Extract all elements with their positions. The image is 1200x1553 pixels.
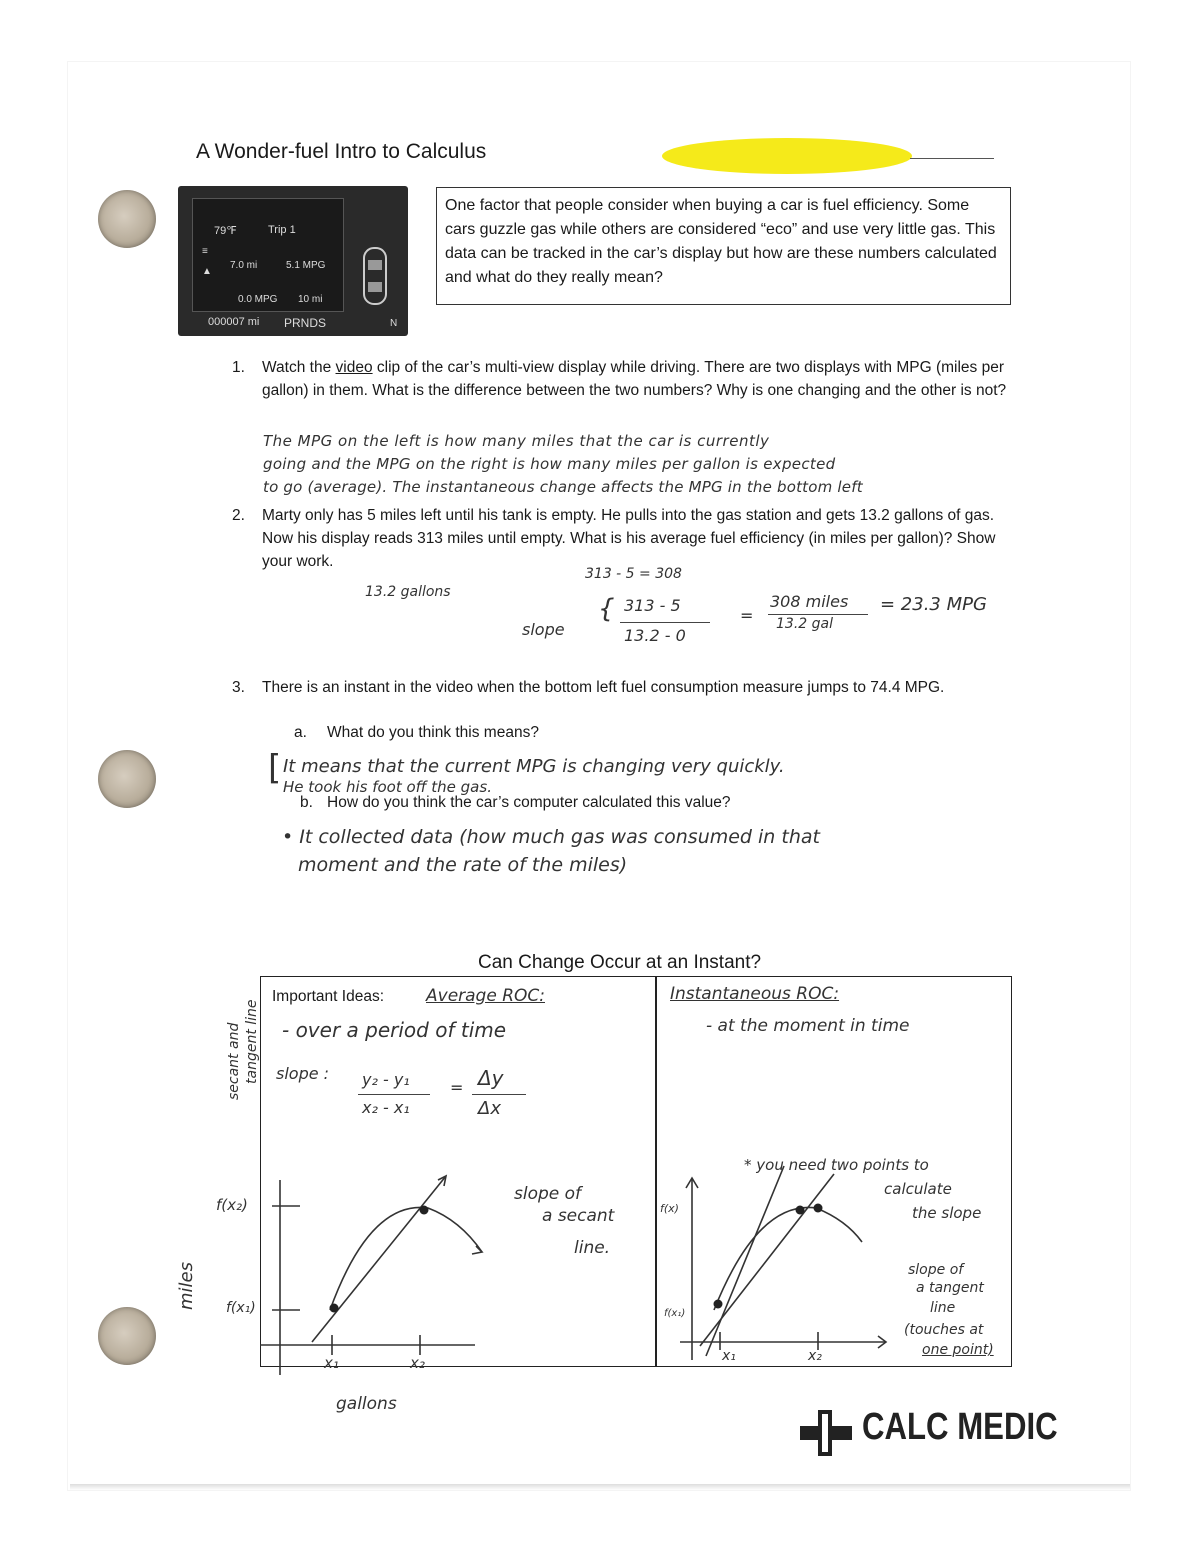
- axis-label-miles: miles: [176, 1262, 197, 1310]
- gear-readout: PRNDS: [284, 316, 327, 330]
- q1-answer-line-1: The MPG on the left is how many miles that the car is currently: [263, 432, 770, 450]
- delta-denominator: Δx: [478, 1098, 501, 1119]
- odometer-readout: 000007 mi: [208, 316, 260, 328]
- q3b-label: b.: [300, 794, 313, 811]
- gear-selected: N: [390, 318, 398, 329]
- q1-number: 1.: [232, 359, 245, 376]
- tangent-note-line-2: a tangent: [916, 1280, 984, 1296]
- mpg2-readout: 0.0 MPG: [238, 294, 278, 305]
- tangent-note-line-3: line: [930, 1300, 956, 1316]
- q2-brace: {: [598, 594, 615, 624]
- graph-x1-label: x₁: [324, 1354, 339, 1372]
- slope-denominator: x₂ - x₁: [362, 1098, 410, 1117]
- q3a-label: a.: [294, 724, 307, 741]
- q2-number: 2.: [232, 507, 245, 524]
- slope-fraction-bar: [358, 1094, 430, 1095]
- question-3: [232, 676, 1012, 699]
- page-title: A Wonder-fuel Intro to Calculus: [196, 140, 487, 163]
- video-link[interactable]: video: [335, 359, 373, 376]
- mpg1-readout: 5.1 MPG: [286, 260, 326, 271]
- q3-text: There is an instant in the video when the bottom left fuel consumption measure jumps to 74.4 MPG.: [262, 679, 945, 696]
- graph-fx2-label: f(x₂): [216, 1196, 248, 1214]
- secant-note-line-1: slope of: [514, 1184, 582, 1204]
- side-label-secant: secant and: [226, 1022, 242, 1100]
- need-note-line-2: calculate: [884, 1180, 952, 1198]
- tangent-note-line-1: slope of: [908, 1262, 964, 1278]
- q2-work-equals: =: [740, 606, 754, 625]
- right-x2-label: x₂: [808, 1348, 822, 1364]
- trip-label: Trip 1: [268, 224, 296, 236]
- tangent-note-line-4: (touches at: [904, 1322, 984, 1338]
- q3a-text: What do you think this means?: [327, 724, 539, 741]
- slope-label: slope :: [276, 1064, 330, 1083]
- dashboard-image: [178, 186, 408, 336]
- q3-number: 3.: [232, 679, 245, 696]
- dist2-readout: 10 mi: [298, 294, 323, 305]
- q3b-answer-line-1: • It collected data (how much gas was consumed in that: [282, 826, 820, 848]
- graph-x2-label: x₂: [410, 1354, 425, 1372]
- secant-note-line-2: a secant: [542, 1206, 615, 1226]
- instantaneous-roc-heading: Instantaneous ROC:: [670, 984, 840, 1004]
- q3b-text: How do you think the car’s computer calculated this value?: [327, 794, 731, 811]
- delta-numerator: Δy: [478, 1066, 504, 1090]
- question-2: [232, 504, 1012, 573]
- q2-fraction-bar: [620, 622, 710, 623]
- q1-text-end: clip of the car’s multi-view display while driving. There are two displays with MPG (miles per gallon) in them. What is the difference between the two numbers? Why is one changing and the other is not?: [262, 359, 1007, 399]
- right-fx1-label: f(x₁): [664, 1308, 686, 1319]
- q2-work-result: = 23.3 MPG: [880, 594, 987, 615]
- delta-fraction-bar: [472, 1094, 526, 1095]
- ideas-box-divider: [655, 976, 657, 1367]
- tangent-note-line-5: one point): [922, 1342, 994, 1358]
- medical-cross-icon: [800, 1410, 852, 1456]
- q3b-answer-line-2: moment and the rate of the miles): [298, 854, 628, 876]
- punch-hole-bottom: [98, 1307, 156, 1365]
- right-fx-label: f(x): [660, 1202, 679, 1215]
- secant-note-line-3: line.: [574, 1238, 611, 1258]
- right-x1-label: x₁: [722, 1348, 736, 1364]
- q2-work-slope: slope: [522, 620, 565, 639]
- name-highlight: [662, 138, 912, 174]
- q2-fraction-bar-2: [768, 614, 868, 615]
- average-roc-heading: Average ROC:: [426, 986, 545, 1006]
- q2-work-denominator: 13.2 - 0: [624, 626, 686, 645]
- slope-equals: =: [450, 1078, 464, 1097]
- instantaneous-roc-note: - at the moment in time: [706, 1016, 910, 1036]
- q3a-answer-line-1: It means that the current MPG is changing very quickly.: [283, 756, 785, 777]
- name-line: [910, 158, 994, 159]
- q2-work-numerator: 313 - 5: [624, 596, 681, 615]
- average-roc-note: - over a period of time: [282, 1018, 507, 1042]
- box-title: Can Change Occur at an Instant?: [478, 952, 762, 973]
- need-note-line-3: the slope: [912, 1204, 982, 1222]
- q3a-answer-line-2: He took his foot off the gas.: [283, 778, 492, 796]
- q2-work-top: 313 - 5 = 308: [585, 566, 682, 582]
- car-side-icon: ▲: [202, 266, 212, 277]
- question-1: [232, 356, 1012, 402]
- need-note-line-1: * you need two points to: [744, 1156, 929, 1174]
- q2-text: Marty only has 5 miles left until his tank is empty. He pulls into the gas station and gets 13.2 gallons of gas. Now his display reads 313 miles until empty. What is his average fuel efficiency (in miles per gallon)? Show your work.: [262, 507, 996, 570]
- punch-hole-top: [98, 190, 156, 248]
- secant-graph: [250, 1160, 510, 1380]
- page-edge: [70, 1484, 1130, 1490]
- axis-label-gallons: gallons: [336, 1394, 397, 1414]
- q1-answer-line-2: going and the MPG on the right is how many miles per gallon is expected: [263, 455, 836, 473]
- q1-answer-line-3: to go (average). The instantaneous change affects the MPG in the bottom left: [263, 478, 863, 496]
- q3a-bracket: [: [268, 748, 282, 788]
- menu-icon: ≡: [202, 246, 208, 257]
- temp-readout: 79℉: [214, 225, 237, 237]
- intro-text: One factor that people consider when buying a car is fuel efficiency. Some cars guzzle gas while others are considered “eco” and use very little gas. This data can be tracked in the car’s display but how are these numbers calculated and what do they really mean?: [445, 197, 997, 286]
- q2-work-denominator-2: 13.2 gal: [776, 616, 833, 632]
- side-label-tangent: tangent line: [244, 999, 260, 1084]
- car-top-icon: [360, 246, 390, 306]
- logo-text: CALC MEDIC: [862, 1406, 1058, 1448]
- important-ideas-label: Important Ideas:: [272, 988, 385, 1005]
- q2-work-gallons: 13.2 gallons: [365, 584, 451, 600]
- intro-box: [436, 187, 1011, 305]
- tangent-graph: [658, 1160, 898, 1370]
- graph-fx1-label: f(x₁): [226, 1300, 256, 1316]
- q1-text-start: Watch the: [262, 359, 336, 376]
- dist1-readout: 7.0 mi: [230, 260, 258, 271]
- slope-numerator: y₂ - y₁: [362, 1070, 410, 1089]
- q2-work-numerator-2: 308 miles: [770, 592, 849, 611]
- punch-hole-middle: [98, 750, 156, 808]
